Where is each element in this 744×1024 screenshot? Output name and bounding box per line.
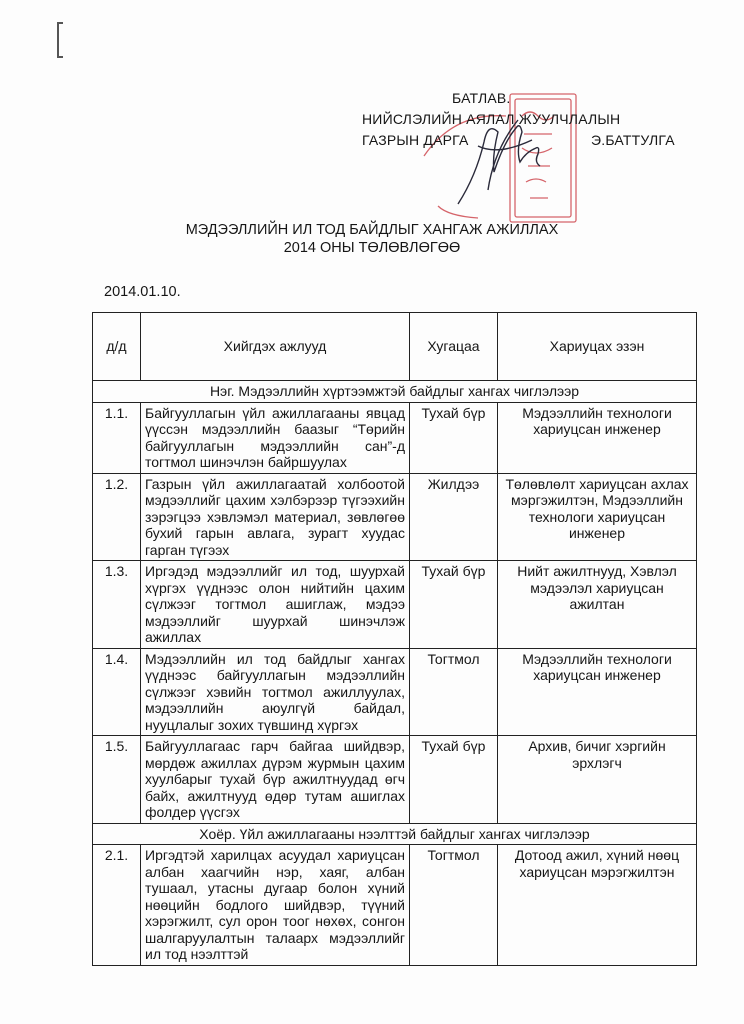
row-responsible: Нийт ажилтнууд, Хэвлэл мэдээлэл хариуцсан ажилтан [498, 561, 697, 649]
row-number: 1.3. [93, 561, 141, 649]
row-task: Байгууллагаас гарч байгаа шийдвэр, мөрдөж ажиллах дүрэм журмын цахим хуулбарыг тухай бүр ажилтнуудад өгч байх, ажилтнууд өдөр тутам ашиглах фолдер үүсгэх [141, 736, 410, 824]
document-title: МЭДЭЭЛЛИЙН ИЛ ТОД БАЙДЛЫГ ХАНГАЖ АЖИЛЛАХ [185, 222, 559, 238]
section-row [93, 381, 697, 403]
row-task: Байгууллагын үйл ажиллагааны явцад үүссэн мэдээллийн баазыг “Төрийн байгууллагын мэдээллийн сан”-д тогтмол шинэчлэн байршуулах [141, 402, 410, 473]
row-responsible: Мэдээллийн технологи хариуцсан инженер [498, 402, 697, 473]
table-row [93, 845, 697, 966]
position-title: ГАЗРЫН ДАРГА [362, 132, 469, 148]
table-row [93, 561, 697, 649]
header-no: д/д [93, 313, 141, 381]
row-responsible: Архив, бичиг хэргийн эрхлэгч [498, 736, 697, 824]
row-number: 1.1. [93, 402, 141, 473]
plan-table [92, 312, 697, 966]
table-row [93, 648, 697, 736]
signatory-name: Э.БАТТУЛГА [591, 132, 675, 148]
approve-label: БАТЛАВ. [452, 90, 511, 106]
row-number: 2.1. [93, 845, 141, 966]
organization-name: НИЙСЛЭЛИЙН АЯЛАЛ ЖУУЛЧЛАЛЫН [362, 111, 621, 127]
document-date: 2014.01.10. [104, 284, 181, 300]
row-responsible: Мэдээллийн технологи хариуцсан инженер [498, 648, 697, 736]
table-row [93, 736, 697, 824]
row-task: Мэдээллийн ил тод байдлыг хангах үүднээс байгууллагын мэдээллийн сүлжээг хэвийн тогтмол ажиллуулах, мэдээллийн аюулгүй байдал, нууцлалыг зохих түвшинд хүргэх [141, 648, 410, 736]
row-term: Тухай бүр [410, 402, 498, 473]
header-term: Хугацаа [410, 313, 498, 381]
header-tasks: Хийгдэх ажлууд [141, 313, 410, 381]
row-task: Газрын үйл ажиллагаатай холбоотой мэдээллийг цахим хэлбэрээр түгээхийн зэрэгцээ хэвлэмэл материал, зөвлөгөө бухий гарын авлага, зурагт хуудас гарган түгээх [141, 473, 410, 561]
row-number: 1.4. [93, 648, 141, 736]
row-term: Тогтмол [410, 845, 498, 966]
row-responsible: Төлөвлөлт хариуцсан ахлах мэргэжилтэн, Мэдээллийн технологи хариуцсан инженер [498, 473, 697, 561]
row-task: Иргэдэд мэдээллийг ил тод, шуурхай хүргэх үүднээс олон нийтийн цахим сүлжээг тогтмол ашиглаж, мэдээ мэдээллийг шуурхай шинэчлэж ажиллах [141, 561, 410, 649]
document-subtitle: 2014 ОНЫ ТӨЛӨВЛӨГӨӨ [283, 240, 461, 256]
row-term: Тогтмол [410, 648, 498, 736]
row-term: Тухай бүр [410, 736, 498, 824]
approval-block [0, 0, 744, 220]
row-term: Тухай бүр [410, 561, 498, 649]
row-task: Иргэдтэй харилцах асуудал хариуцсан албан хаагчийн нэр, хаяг, албан тушаал, утасны дугаар болон хүний нөөцийн бодлого шийдвэр, түүний хэрэгжилт, сул орон тоог нөхөх, сонгон шалгаруулалтын талаарх мэдээллийг ил тод нээлттэй [141, 845, 410, 966]
table-header-row [93, 313, 697, 381]
header-responsible: Хариуцах эзэн [498, 313, 697, 381]
section-2-title: Хоёр. Үйл ажиллагааны нээлттэй байдлыг хангах чиглэлээр [93, 823, 697, 845]
row-number: 1.2. [93, 473, 141, 561]
official-stamp-and-signature [418, 86, 588, 236]
row-term: Жилдээ [410, 473, 498, 561]
table-row [93, 402, 697, 473]
row-number: 1.5. [93, 736, 141, 824]
section-row [93, 823, 697, 845]
row-responsible: Дотоод ажил, хүний нөөц хариуцсан мэрэгжилтэн [498, 845, 697, 966]
section-1-title: Нэг. Мэдээллийн хүртээмжтэй байдлыг хангах чиглэлээр [93, 381, 697, 403]
table-row [93, 473, 697, 561]
